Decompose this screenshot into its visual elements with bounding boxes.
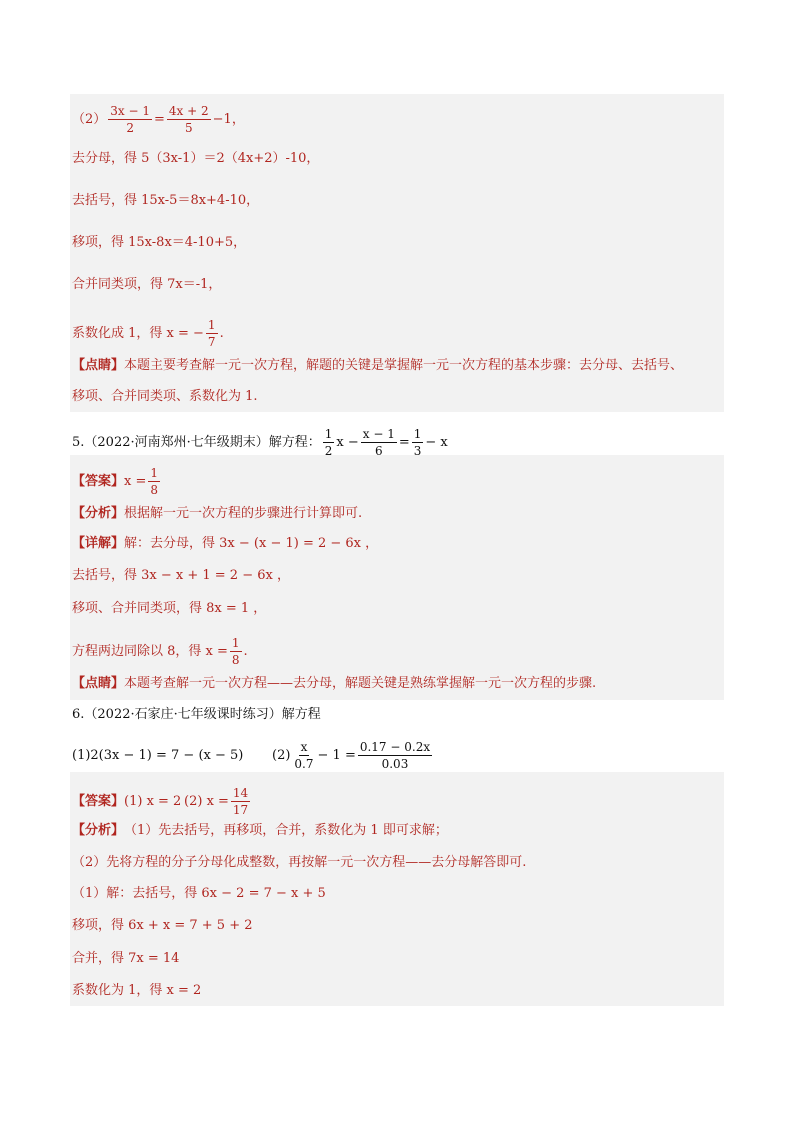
step-line: 去分母，得 5（3x-1）＝2（4x+2）-10， <box>72 151 320 166</box>
step-line: 去括号，得 15x-5＝8x+4-10， <box>72 193 260 208</box>
fraction: $\frac{x - 1}{6}$ <box>362 427 395 458</box>
fraction: $\frac{1}{8}$ <box>150 466 159 497</box>
note-line: 【点睛】 本题考查解一元一次方程——去分母，解题关键是熟练掌握解一元一次方程的步骤. <box>72 676 597 691</box>
step-line: 移项，得 6x + x = 7 + 5 + 2 <box>72 918 253 933</box>
step-line: 移项、合并同类项，得 8x = 1 ， <box>72 601 267 616</box>
answer-line: 【答案】 x = $\frac{1}{8}$ <box>72 466 159 497</box>
step-line: 方程两边同除以 8，得 x = $\frac{1}{8}$ . <box>72 636 248 667</box>
note-line: 【点睛】 本题主要考查解一元一次方程，解题的关键是掌握解一元一次方程的基本步骤：去分母、去括号、 <box>72 358 684 373</box>
step-line: （1）解：去括号，得 6x − 2 = 7 − x + 5 <box>72 886 326 901</box>
note-line-cont: 移项、合并同类项、系数化为 1. <box>72 389 258 404</box>
equation-line-2: （2） $\frac{3x - 1}{2}$ = $\frac{4x + 2}{5}$ −1， <box>72 104 245 135</box>
step-line: 系数化为 1，得 x = 2 <box>72 983 202 998</box>
fraction: $\frac{1}{7}$ <box>207 318 216 349</box>
fraction: $\frac{1}{2}$ <box>324 427 333 458</box>
fraction: $\frac{14}{17}$ <box>232 786 249 817</box>
fraction: $\frac{1}{3}$ <box>413 427 422 458</box>
step-line: 去括号，得 3x − x + 1 = 2 − 6x ， <box>72 568 290 583</box>
step-line: 合并，得 7x = 14 <box>72 951 180 966</box>
answer-line: 【答案】 (1) x = 2 (2) x = $\frac{14}{17}$ <box>72 786 249 817</box>
fraction: $\frac{0.17 - 0.2x}{0.03}$ <box>359 740 431 771</box>
analysis-line: 【分析】 根据解一元一次方程的步骤进行计算即可. <box>72 506 363 521</box>
analysis-line: 【分析】 （1）先去括号，再移项，合并，系数化为 1 即可求解； <box>72 823 448 838</box>
fraction: $\frac{3x - 1}{2}$ <box>110 104 151 135</box>
detail-line: 【详解】 解：去分母，得 3x − (x − 1) = 2 − 6x ， <box>72 536 379 551</box>
step-line: 合并同类项，得 7x＝-1， <box>72 277 222 292</box>
step-line: 系数化成 1，得 x = − $\frac{1}{7}$ . <box>72 318 224 349</box>
sub-equations: (1)2(3x − 1) = 7 − (x − 5) (2) $\frac{x}{0.7}$ − 1 = $\frac{0.17 - 0.2x}{0.03}$ <box>72 740 431 771</box>
fraction: $\frac{1}{8}$ <box>231 636 240 667</box>
question-5: 5.（2022·河南郑州·七年级期末）解方程： $\frac{1}{2}$ x − $\frac{x - 1}{6}$ = $\frac{1}{3}$ − x <box>72 427 448 458</box>
step-line: 移项，得 15x-8x＝4-10+5， <box>72 235 247 250</box>
analysis-line-2: （2）先将方程的分子分母化成整数，再按解一元一次方程——去分母解答即可. <box>72 855 527 870</box>
fraction: $\frac{4x + 2}{5}$ <box>168 104 209 135</box>
question-6: 6.（2022·石家庄·七年级课时练习）解方程 <box>72 707 321 722</box>
fraction: $\frac{x}{0.7}$ <box>294 740 314 771</box>
